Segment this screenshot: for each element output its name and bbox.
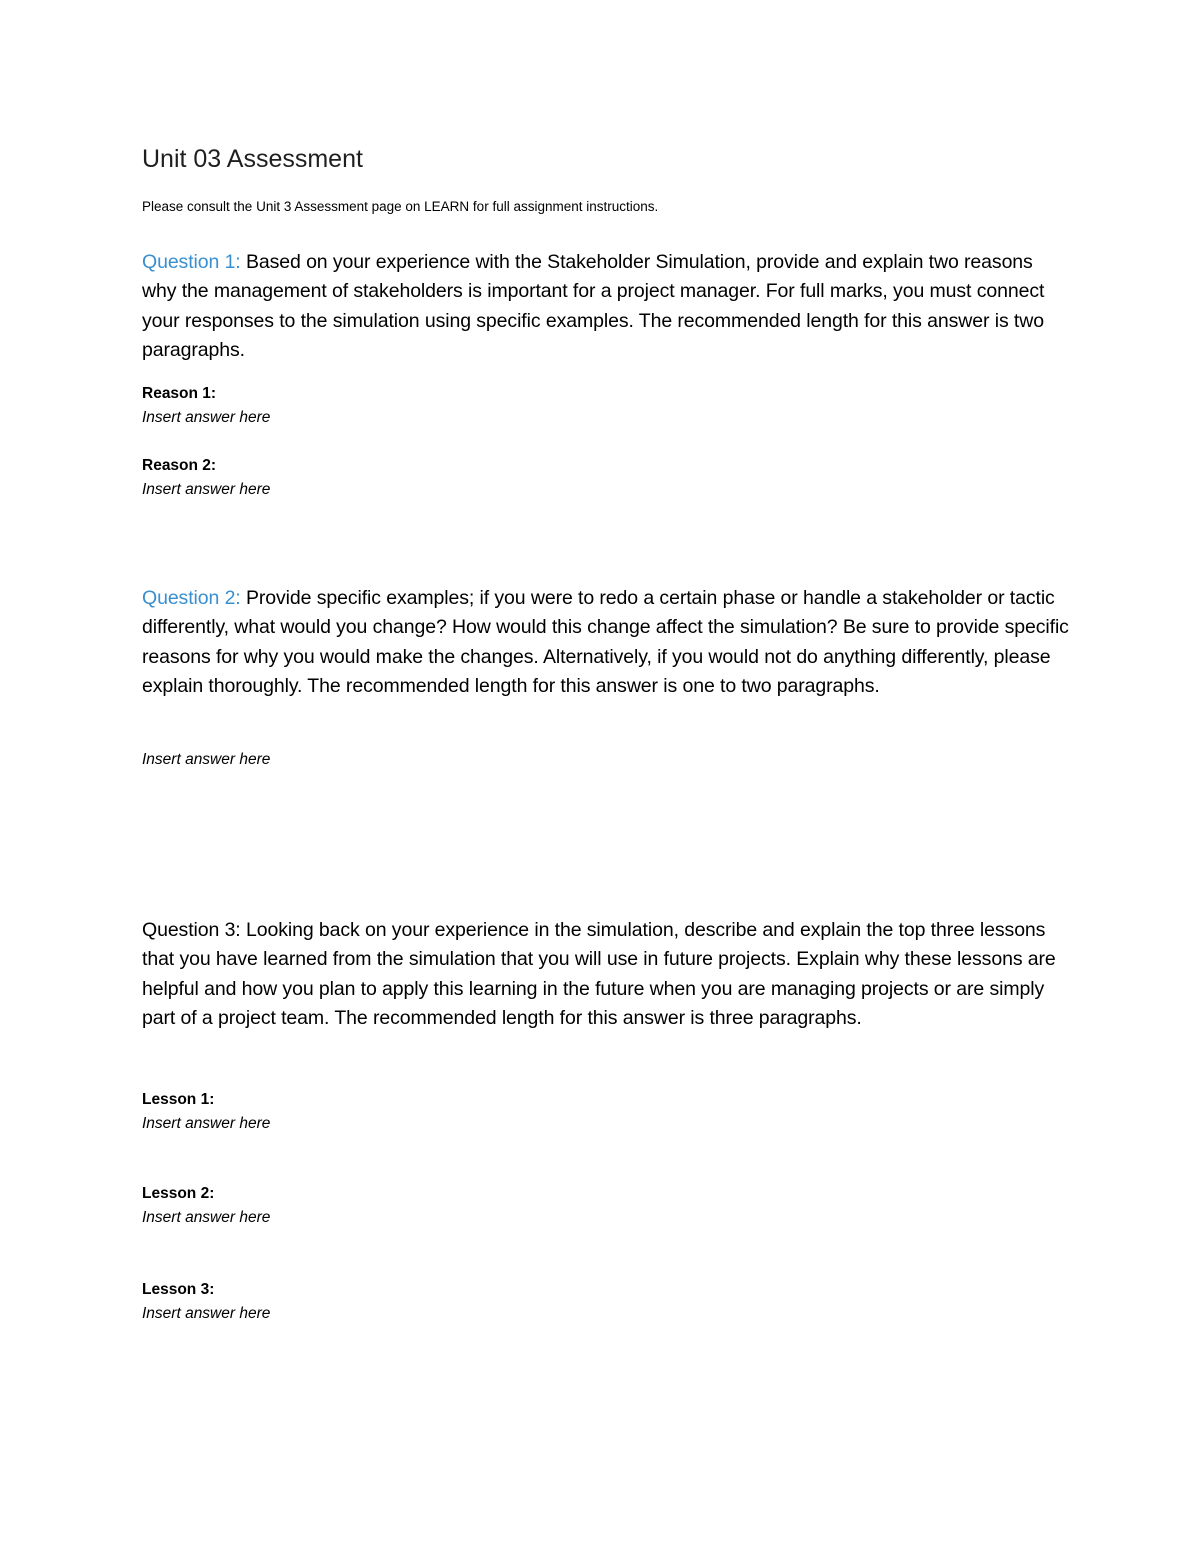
lesson-2-answer[interactable]: Insert answer here (142, 1209, 271, 1226)
reason-1-answer[interactable]: Insert answer here (142, 409, 271, 426)
question-3 (142, 916, 1072, 1034)
reason-1-section (142, 382, 1072, 430)
lesson-3-answer[interactable]: Insert answer here (142, 1305, 271, 1322)
question-1-label: Question 1: (142, 251, 241, 273)
document-title: Unit 03 Assessment (142, 145, 363, 173)
question-1-text: Based on your experience with the Stakeholder Simulation, provide and explain two reasons why the management of stakeholders is important for a project manager. For full marks, you must connect your responses to the simulation using specific examples. The recommended length for this answer is two paragraphs. (142, 251, 1045, 362)
lesson-1-answer[interactable]: Insert answer here (142, 1115, 271, 1132)
lesson-3-section (142, 1278, 1072, 1326)
reason-2-answer[interactable]: Insert answer here (142, 481, 271, 498)
lesson-1-section (142, 1088, 1072, 1136)
question-3-text: Looking back on your experience in the simulation, describe and explain the top three lessons that you have learned from the simulation that you will use in future projects. Explain why these lessons are helpful and how you plan to apply this learning in the future when you are managing projects or are simply part of a project team. The recommended length for this answer is three paragraphs. (142, 919, 1056, 1030)
lesson-3-label: Lesson 3: (142, 1281, 215, 1298)
intro-text: Please consult the Unit 3 Assessment page on LEARN for full assignment instructions. (142, 199, 659, 214)
reason-1-label: Reason 1: (142, 385, 217, 402)
lesson-1-label: Lesson 1: (142, 1091, 215, 1108)
question-2 (142, 584, 1072, 702)
question-3-label: Question 3: (142, 919, 241, 941)
question-2-label: Question 2: (142, 587, 241, 609)
question-1 (142, 248, 1072, 366)
question-2-answer[interactable]: Insert answer here (142, 751, 271, 768)
reason-2-section (142, 454, 1072, 502)
reason-2-label: Reason 2: (142, 457, 217, 474)
lesson-2-label: Lesson 2: (142, 1185, 215, 1202)
lesson-2-section (142, 1182, 1072, 1230)
question-2-text: Provide specific examples; if you were to redo a certain phase or handle a stakeholder or tactic differently, what would you change? How would this change affect the simulation? Be sure to provide specific reasons for why you would make the changes. Alternatively, if you would not do anything differently, please explain thoroughly. The recommended length for this answer is one to two paragraphs. (142, 587, 1069, 698)
